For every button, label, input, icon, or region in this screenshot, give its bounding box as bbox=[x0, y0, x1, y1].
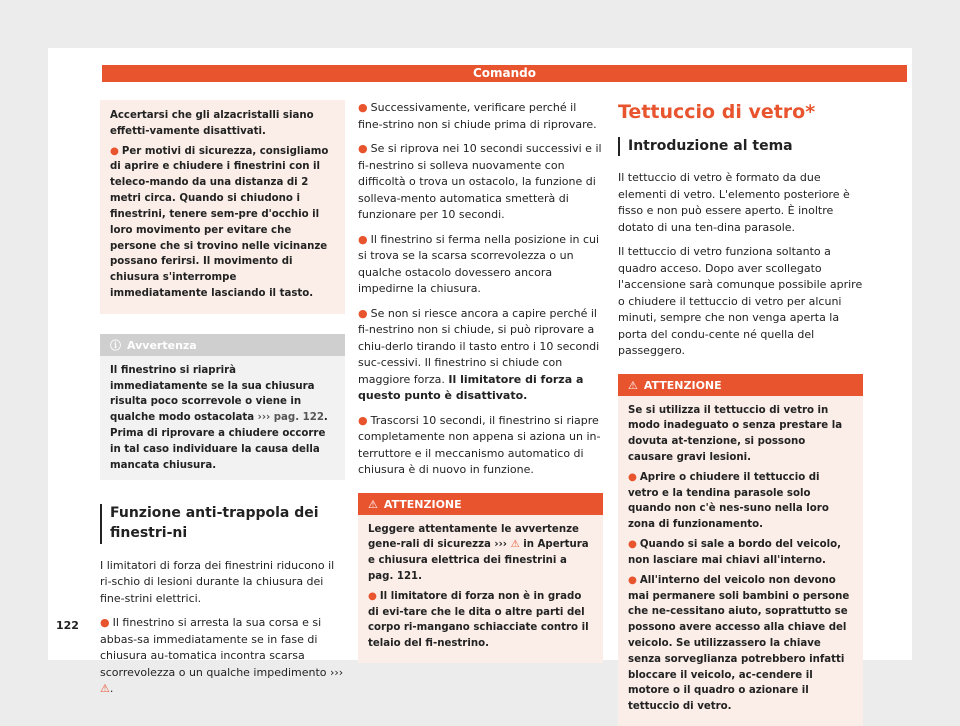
attention-title: ATTENZIONE bbox=[383, 497, 462, 511]
manual-page bbox=[48, 48, 912, 713]
column-right bbox=[618, 98, 863, 726]
attention-text-b: in Apertura e chiusura elettrica dei finestrini a pag. 121. bbox=[368, 539, 589, 582]
section-bullet: Il finestrino si arresta la sua corsa e si abbas-sa immediatamente se in fase di chiusura au-tomatica incontra scarsa scorrevolezza o un qualche impedimento bbox=[100, 616, 327, 679]
note-box bbox=[100, 334, 345, 481]
note-text-a: Il finestrino si riaprirà immediatamente se la sua chiusura risulta poco scorrevole o viene in qualche modo ostacolata bbox=[110, 364, 315, 424]
page-header: Comando bbox=[102, 65, 907, 82]
sub-heading: Introduzione al tema bbox=[618, 137, 863, 157]
note-page-reference[interactable]: ››› pag. 122 bbox=[257, 412, 324, 424]
attention-box bbox=[618, 374, 863, 726]
bullet-reference-arrow[interactable]: ››› bbox=[330, 665, 344, 679]
bullet-5: Trascorsi 10 secondi, il finestrino si riapre completamente non appena si aziona un in-terruttore e il meccanismo automatico di chiusura è di nuovo in funzione. bbox=[358, 413, 601, 476]
warning-continuation-box bbox=[100, 100, 345, 314]
warning-triangle-icon: ⚠ bbox=[628, 378, 638, 392]
page-number: 122 bbox=[56, 619, 79, 632]
bullet-icon: ● bbox=[358, 232, 368, 246]
bullet-icon: ● bbox=[100, 616, 110, 630]
bullet-icon: ● bbox=[358, 413, 368, 427]
warning-intro: Accertarsi che gli alzacristalli siano effetti-vamente disattivati. bbox=[110, 110, 314, 137]
bullet-icon: ● bbox=[628, 574, 637, 586]
info-icon: ⓘ bbox=[110, 338, 121, 352]
attention-bullet-3: All'interno del veicolo non devono mai permanere soli bambini o persone che ne-cessitano aiuto, soprattutto se possono avere accesso alla chiave del veicolo. Se utilizzassero la chiave senza sorveglianza potrebbero infatti bloccare il veicolo, ac-cendere il motore o il quadro o azionare il tettuccio di vetro. bbox=[628, 574, 850, 713]
note-text-b: . Prima di riprovare a chiudere occorre in tal caso individuare la causa della mancata chiusura. bbox=[110, 412, 328, 471]
bullet-3: Il finestrino si ferma nella posizione in cui si trova se la scarsa scorrevolezza o un qualche ostacolo dovessero ancora impedirne la chiusura. bbox=[358, 232, 600, 295]
main-heading: Tettuccio di vetro* bbox=[618, 101, 816, 123]
bullet-icon: ● bbox=[358, 142, 368, 155]
note-title: Avvertenza bbox=[127, 338, 197, 352]
paragraph-2: Il tettuccio di vetro funziona soltanto a quadro acceso. Dopo aver scollegato l'accensione sarà comunque possibile aprire o chiudere il tettuccio di vetro per alcuni minuti, sempre che non venga aperta la porta del condu-cente né quella del passeggero. bbox=[618, 245, 863, 358]
attention-title: ATTENZIONE bbox=[643, 378, 722, 392]
bullet-icon: ● bbox=[628, 471, 637, 483]
section-heading: Funzione anti-trappola dei finestri-ni bbox=[100, 504, 345, 543]
attention-bullet: Il limitatore di forza non è in grado di evi-tare che le dita o altre parti del corpo ri-mangano schiacciate contro il telaio del fi-nestrino. bbox=[368, 590, 589, 650]
attention-text: Se si utilizza il tettuccio di vetro in modo inadeguato o senza prestare la dovuta at-tenzione, si possono causare gravi lesioni. bbox=[628, 404, 843, 464]
attention-text-a: Leggere attentamente le avvertenze gene-rali di sicurezza ››› bbox=[368, 523, 579, 551]
warning-triangle-icon[interactable]: ⚠ bbox=[510, 539, 520, 551]
column-middle bbox=[358, 100, 603, 663]
bullet-4: Se non si riesce ancora a capire perché il fi-nestrino non si chiude, si può riprovare a chiu-derlo tirando il tasto entro i 10 secondi suc-cessivi. Il finestrino si chiude con maggiore forza. bbox=[358, 306, 600, 386]
bullet-1: Successivamente, verificare perché il fine-strino non si chiude prima di riprovare. bbox=[358, 101, 597, 131]
section-paragraph: I limitatori di forza dei finestrini riducono il ri-schio di lesioni durante la chiusura dei fine-strini elettrici. bbox=[100, 558, 335, 605]
bullet-icon: ● bbox=[358, 101, 368, 114]
attention-bullet-1: Aprire o chiudere il tettuccio di vetro e la tendina parasole solo quando non c'è nes-suno nella loro zona di funzionamento. bbox=[628, 471, 829, 531]
bullet-2: Se si riprova nei 10 secondi successivi e il fi-nestrino si solleva nuovamente con difficoltà o trova un ostacolo, la funzione di solleva-mento automatica smetterà di funzionare per 10 secondi. bbox=[358, 142, 602, 221]
warning-bullet: Per motivi di sicurezza, consigliamo di aprire e chiudere i finestrini con il teleco-mando da una distanza di 2 metri circa. Quando si chiudono i finestrini, tenere sem-pre d'occhio il loro movimento per evitare che persone che si trovino nelle vicinanze possano ferirsi. Il movimento di chiusura s'interrompe immediatamente lasciando il tasto. bbox=[110, 145, 329, 299]
warning-triangle-icon: ⚠ bbox=[368, 497, 378, 511]
attention-box bbox=[358, 493, 603, 664]
bullet-icon: ● bbox=[628, 539, 637, 551]
bullet-icon: ● bbox=[368, 590, 377, 602]
column-left: Accertarsi che gli alzacristalli siano effetti-vamente disattivati. ● Per motivi di sicurezza, consigliamo di aprire e chiudere i finestrini con il teleco-mando da una distanza di 2 metri circa. Quando si chiudono i finestrini, tenere sem-pre d'occhio il loro movimento per evitare che persone che si trovino nelle vicinanze possano ferirsi. Il movimento di chiusura s'interrompe immediatamente lasciando il tasto. ⓘ Avvertenza Il finestrino si riaprirà immediatamente se la sua chiusura risulta poco scorrevole o viene in qualche modo ostacolata ››› pag. 122. Prima di riprovare a chiudere occorre in tal caso individuare la causa della mancata chiusura. Funzione anti-trappola dei finestri-ni I limitatori di forza dei finestrini riducono il ri-schio di lesioni durante la chiusura dei fine-strini elettrici. ● Il finestrino si arresta la sua corsa e si abbas-sa immediatamente se in fase di chiusura au-tomatica incontra scarsa scorrevolezza o un qualche impedimento ››› ⚠. bbox=[100, 100, 345, 706]
attention-bullet-2: Quando si sale a bordo del veicolo, non lasciare mai chiavi all'interno. bbox=[628, 539, 842, 566]
bullet-icon: ● bbox=[110, 145, 119, 157]
bullet-4-bold: Il limitatore di forza a questo punto è disattivato. bbox=[358, 372, 584, 402]
paragraph-1: Il tettuccio di vetro è formato da due elementi di vetro. L'elemento posteriore è fisso e non può essere aperto. È inoltre dotato di una ten-dina parasole. bbox=[618, 171, 850, 234]
bullet-icon: ● bbox=[358, 306, 368, 320]
warning-triangle-icon[interactable]: ⚠ bbox=[100, 682, 110, 696]
